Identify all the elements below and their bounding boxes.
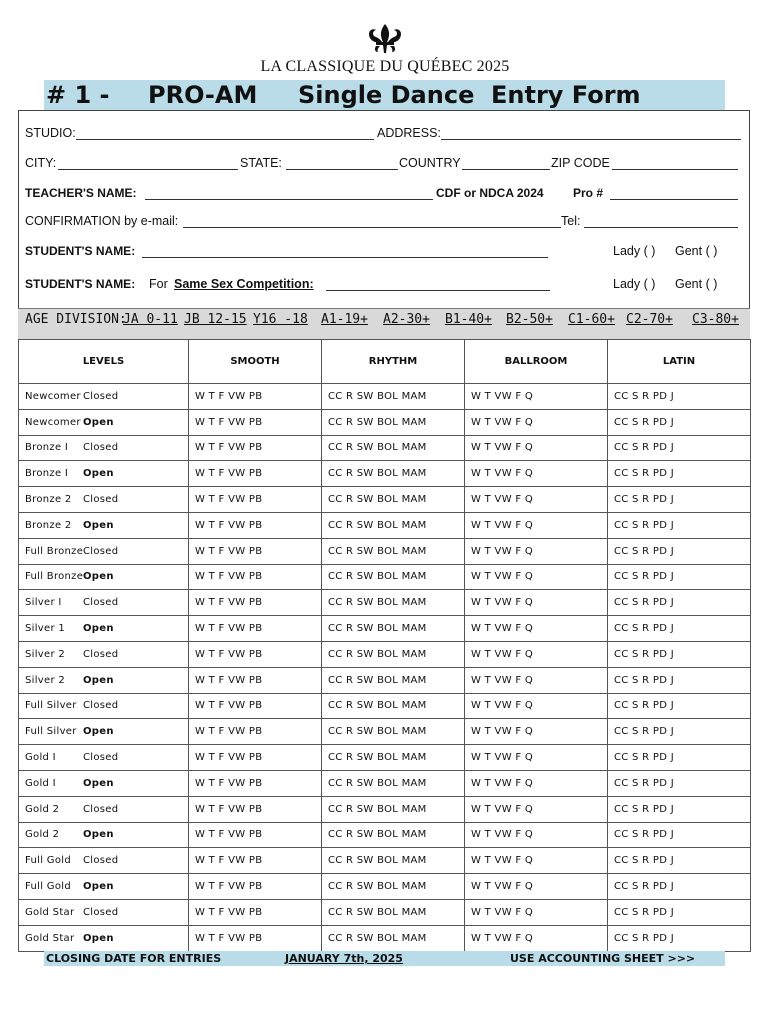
level-type: Closed xyxy=(83,648,119,660)
level-cell xyxy=(19,693,189,719)
lady-checkbox[interactable]: Lady ( ) xyxy=(613,244,656,258)
table-row xyxy=(19,848,751,874)
form-title-bar xyxy=(44,80,725,110)
table-row xyxy=(19,435,751,461)
same-sex-student-field[interactable] xyxy=(326,290,550,291)
age-option[interactable]: Y16 -18 xyxy=(253,312,308,327)
table-row xyxy=(19,770,751,796)
rhythm-dances-cell[interactable]: CC R SW BOL MAM xyxy=(322,616,465,642)
state-label: STATE: xyxy=(240,156,282,170)
rhythm-dances-cell[interactable]: CC R SW BOL MAM xyxy=(322,461,465,487)
header-rhythm: RHYTHM xyxy=(322,340,465,384)
level-type: Open xyxy=(83,726,114,738)
level-name: Full Bronze xyxy=(25,571,84,583)
level-type: Closed xyxy=(83,855,119,867)
header-levels: LEVELS xyxy=(19,340,189,384)
city-field[interactable] xyxy=(58,169,238,170)
level-type: Open xyxy=(83,674,114,686)
ballroom-dances-cell[interactable]: W T VW F Q xyxy=(465,874,608,900)
rhythm-dances-cell[interactable]: CC R SW BOL MAM xyxy=(322,435,465,461)
level-name: Silver 2 xyxy=(25,674,66,686)
latin-dances-cell[interactable]: CC S R PD J xyxy=(608,719,751,745)
smooth-dances-cell[interactable]: W T F VW PB xyxy=(189,925,322,951)
level-cell xyxy=(19,822,189,848)
smooth-dances-cell[interactable]: W T F VW PB xyxy=(189,693,322,719)
ballroom-dances-cell[interactable]: W T VW F Q xyxy=(465,538,608,564)
table-row xyxy=(19,409,751,435)
tel-field[interactable] xyxy=(584,227,738,228)
event-title: LA CLASSIQUE DU QUÉBEC 2025 xyxy=(260,58,510,75)
smooth-dances-cell[interactable]: W T F VW PB xyxy=(189,384,322,410)
rhythm-dances-cell[interactable]: CC R SW BOL MAM xyxy=(322,564,465,590)
ballroom-dances-cell[interactable]: W T VW F Q xyxy=(465,770,608,796)
level-type: Closed xyxy=(83,597,119,609)
ballroom-dances-cell[interactable]: W T VW F Q xyxy=(465,822,608,848)
level-name: Gold 2 xyxy=(25,803,60,815)
rhythm-dances-cell[interactable]: CC R SW BOL MAM xyxy=(322,745,465,771)
level-name: Full Bronze xyxy=(25,545,84,557)
gent-checkbox-2[interactable]: Gent ( ) xyxy=(675,277,718,291)
ballroom-dances-cell[interactable]: W T VW F Q xyxy=(465,641,608,667)
rhythm-dances-cell[interactable]: CC R SW BOL MAM xyxy=(322,384,465,410)
rhythm-dances-cell[interactable]: CC R SW BOL MAM xyxy=(322,693,465,719)
ballroom-dances-cell[interactable]: W T VW F Q xyxy=(465,409,608,435)
ballroom-dances-cell[interactable]: W T VW F Q xyxy=(465,564,608,590)
closing-label: CLOSING DATE FOR ENTRIES xyxy=(46,952,222,965)
level-cell xyxy=(19,848,189,874)
rhythm-dances-cell[interactable]: CC R SW BOL MAM xyxy=(322,874,465,900)
ballroom-dances-cell[interactable]: W T VW F Q xyxy=(465,616,608,642)
latin-dances-cell[interactable]: CC S R PD J xyxy=(608,384,751,410)
latin-dances-cell[interactable]: CC S R PD J xyxy=(608,745,751,771)
student-same-sex-label: STUDENT'S NAME: xyxy=(25,277,136,291)
table-row xyxy=(19,564,751,590)
table-row xyxy=(19,693,751,719)
level-cell xyxy=(19,435,189,461)
city-label: CITY: xyxy=(25,156,57,170)
level-cell xyxy=(19,487,189,513)
header-latin: LATIN xyxy=(608,340,751,384)
latin-dances-cell[interactable]: CC S R PD J xyxy=(608,796,751,822)
for-text: For xyxy=(149,277,168,291)
levels-table xyxy=(18,339,751,952)
ballroom-dances-cell[interactable]: W T VW F Q xyxy=(465,925,608,951)
pro-number-field[interactable] xyxy=(610,199,738,200)
rhythm-dances-cell[interactable]: CC R SW BOL MAM xyxy=(322,538,465,564)
latin-dances-cell[interactable]: CC S R PD J xyxy=(608,641,751,667)
gent-checkbox[interactable]: Gent ( ) xyxy=(675,244,718,258)
rhythm-dances-cell[interactable]: CC R SW BOL MAM xyxy=(322,409,465,435)
age-option[interactable]: A2-30+ xyxy=(383,312,430,327)
accounting-note: USE ACCOUNTING SHEET >>> xyxy=(510,952,696,965)
studio-label: STUDIO: xyxy=(25,126,76,140)
level-type: Closed xyxy=(83,752,119,764)
level-name: Bronze I xyxy=(25,468,69,480)
ballroom-dances-cell[interactable]: W T VW F Q xyxy=(465,590,608,616)
latin-dances-cell[interactable]: CC S R PD J xyxy=(608,512,751,538)
dance-type: Single Dance xyxy=(298,81,475,109)
tel-label: Tel: xyxy=(561,214,581,228)
level-cell xyxy=(19,667,189,693)
smooth-dances-cell[interactable]: W T F VW PB xyxy=(189,796,322,822)
age-option[interactable]: A1-19+ xyxy=(321,312,368,327)
student-label: STUDENT'S NAME: xyxy=(25,244,136,258)
latin-dances-cell[interactable]: CC S R PD J xyxy=(608,435,751,461)
level-cell xyxy=(19,899,189,925)
smooth-dances-cell[interactable]: W T F VW PB xyxy=(189,770,322,796)
teacher-field[interactable] xyxy=(145,199,433,200)
latin-dances-cell[interactable]: CC S R PD J xyxy=(608,616,751,642)
latin-dances-cell[interactable]: CC S R PD J xyxy=(608,822,751,848)
country-field[interactable] xyxy=(462,169,550,170)
age-option[interactable]: C3-80+ xyxy=(692,312,739,327)
fleur-de-lis-icon xyxy=(363,22,407,56)
ballroom-dances-cell[interactable]: W T VW F Q xyxy=(465,667,608,693)
form-number: # 1 - xyxy=(46,81,110,109)
state-field[interactable] xyxy=(286,169,398,170)
level-name: Gold Star xyxy=(25,932,75,944)
age-option[interactable]: JB 12-15 xyxy=(184,312,247,327)
level-type: Open xyxy=(83,881,114,893)
latin-dances-cell[interactable]: CC S R PD J xyxy=(608,925,751,951)
teacher-label: TEACHER'S NAME: xyxy=(25,186,137,200)
rhythm-dances-cell[interactable]: CC R SW BOL MAM xyxy=(322,719,465,745)
smooth-dances-cell[interactable]: W T F VW PB xyxy=(189,487,322,513)
level-name: Bronze 2 xyxy=(25,494,72,506)
rhythm-dances-cell[interactable]: CC R SW BOL MAM xyxy=(322,590,465,616)
smooth-dances-cell[interactable]: W T F VW PB xyxy=(189,745,322,771)
level-cell xyxy=(19,874,189,900)
table-row xyxy=(19,899,751,925)
level-name: Silver I xyxy=(25,597,62,609)
level-name: Gold I xyxy=(25,752,56,764)
level-name: Bronze I xyxy=(25,442,69,454)
ballroom-dances-cell[interactable]: W T VW F Q xyxy=(465,745,608,771)
age-option[interactable]: B1-40+ xyxy=(445,312,492,327)
level-cell xyxy=(19,564,189,590)
latin-dances-cell[interactable]: CC S R PD J xyxy=(608,848,751,874)
level-type: Closed xyxy=(83,494,119,506)
age-option[interactable]: C1-60+ xyxy=(568,312,615,327)
level-name: Full Silver xyxy=(25,700,77,712)
level-name: Gold Star xyxy=(25,906,75,918)
latin-dances-cell[interactable]: CC S R PD J xyxy=(608,461,751,487)
level-name: Gold I xyxy=(25,777,56,789)
latin-dances-cell[interactable]: CC S R PD J xyxy=(608,564,751,590)
level-name: Full Gold xyxy=(25,855,71,867)
table-row xyxy=(19,667,751,693)
rhythm-dances-cell[interactable]: CC R SW BOL MAM xyxy=(322,848,465,874)
level-cell xyxy=(19,590,189,616)
header-smooth: SMOOTH xyxy=(189,340,322,384)
level-type: Open xyxy=(83,416,114,428)
table-row xyxy=(19,874,751,900)
smooth-dances-cell[interactable]: W T F VW PB xyxy=(189,874,322,900)
level-cell xyxy=(19,719,189,745)
lady-checkbox-2[interactable]: Lady ( ) xyxy=(613,277,656,291)
level-cell xyxy=(19,770,189,796)
smooth-dances-cell[interactable]: W T F VW PB xyxy=(189,435,322,461)
level-type: Open xyxy=(83,519,114,531)
table-row xyxy=(19,822,751,848)
ballroom-dances-cell[interactable]: W T VW F Q xyxy=(465,693,608,719)
level-cell xyxy=(19,641,189,667)
table-row xyxy=(19,925,751,951)
level-type: Closed xyxy=(83,700,119,712)
table-row xyxy=(19,461,751,487)
zip-field[interactable] xyxy=(612,169,738,170)
level-cell xyxy=(19,461,189,487)
age-option[interactable]: JA 0-11 xyxy=(123,312,178,327)
email-field[interactable] xyxy=(183,227,561,228)
smooth-dances-cell[interactable]: W T F VW PB xyxy=(189,667,322,693)
level-type: Closed xyxy=(83,545,119,557)
table-row xyxy=(19,538,751,564)
level-type: Closed xyxy=(83,442,119,454)
level-type: Open xyxy=(83,571,114,583)
ballroom-dances-cell[interactable]: W T VW F Q xyxy=(465,899,608,925)
country-label: COUNTRY xyxy=(399,156,461,170)
table-row xyxy=(19,512,751,538)
table-row xyxy=(19,719,751,745)
age-division-label: AGE DIVISION: xyxy=(25,312,127,327)
smooth-dances-cell[interactable]: W T F VW PB xyxy=(189,822,322,848)
table-row xyxy=(19,796,751,822)
level-cell xyxy=(19,409,189,435)
age-division-row xyxy=(18,308,750,339)
level-type: Open xyxy=(83,468,114,480)
zip-label: ZIP CODE xyxy=(551,156,610,170)
level-name: Full Silver xyxy=(25,726,77,738)
address-label: ADDRESS: xyxy=(377,126,441,140)
smooth-dances-cell[interactable]: W T F VW PB xyxy=(189,512,322,538)
ballroom-dances-cell[interactable]: W T VW F Q xyxy=(465,719,608,745)
rhythm-dances-cell[interactable]: CC R SW BOL MAM xyxy=(322,899,465,925)
rhythm-dances-cell[interactable]: CC R SW BOL MAM xyxy=(322,667,465,693)
table-row xyxy=(19,487,751,513)
table-row xyxy=(19,641,751,667)
level-name: Silver 2 xyxy=(25,648,66,660)
address-field[interactable] xyxy=(441,139,741,140)
smooth-dances-cell[interactable]: W T F VW PB xyxy=(189,899,322,925)
level-name: Newcomer xyxy=(25,416,81,428)
level-cell xyxy=(19,925,189,951)
age-option[interactable]: B2-50+ xyxy=(506,312,553,327)
level-cell xyxy=(19,512,189,538)
ballroom-dances-cell[interactable]: W T VW F Q xyxy=(465,512,608,538)
table-row xyxy=(19,590,751,616)
smooth-dances-cell[interactable]: W T F VW PB xyxy=(189,409,322,435)
level-type: Closed xyxy=(83,803,119,815)
smooth-dances-cell[interactable]: W T F VW PB xyxy=(189,848,322,874)
level-cell xyxy=(19,745,189,771)
closing-date: JANUARY 7th, 2025 xyxy=(285,952,403,965)
smooth-dances-cell[interactable]: W T F VW PB xyxy=(189,538,322,564)
latin-dances-cell[interactable]: CC S R PD J xyxy=(608,590,751,616)
pro-label: Pro # xyxy=(573,186,604,200)
header-ballroom: BALLROOM xyxy=(465,340,608,384)
table-row xyxy=(19,384,751,410)
footer-bar xyxy=(44,951,725,966)
smooth-dances-cell[interactable]: W T F VW PB xyxy=(189,461,322,487)
latin-dances-cell[interactable]: CC S R PD J xyxy=(608,667,751,693)
level-type: Closed xyxy=(83,906,119,918)
confirmation-label: CONFIRMATION by e-mail: xyxy=(25,214,179,228)
smooth-dances-cell[interactable]: W T F VW PB xyxy=(189,564,322,590)
level-type: Closed xyxy=(83,390,119,402)
rhythm-dances-cell[interactable]: CC R SW BOL MAM xyxy=(322,822,465,848)
latin-dances-cell[interactable]: CC S R PD J xyxy=(608,899,751,925)
ballroom-dances-cell[interactable]: W T VW F Q xyxy=(465,796,608,822)
latin-dances-cell[interactable]: CC S R PD J xyxy=(608,693,751,719)
smooth-dances-cell[interactable]: W T F VW PB xyxy=(189,719,322,745)
studio-field[interactable] xyxy=(76,139,374,140)
smooth-dances-cell[interactable]: W T F VW PB xyxy=(189,641,322,667)
ballroom-dances-cell[interactable]: W T VW F Q xyxy=(465,848,608,874)
rhythm-dances-cell[interactable]: CC R SW BOL MAM xyxy=(322,487,465,513)
ballroom-dances-cell[interactable]: W T VW F Q xyxy=(465,384,608,410)
ballroom-dances-cell[interactable]: W T VW F Q xyxy=(465,435,608,461)
smooth-dances-cell[interactable]: W T F VW PB xyxy=(189,616,322,642)
level-cell xyxy=(19,616,189,642)
level-cell xyxy=(19,384,189,410)
latin-dances-cell[interactable]: CC S R PD J xyxy=(608,487,751,513)
table-row xyxy=(19,616,751,642)
level-name: Newcomer xyxy=(25,390,81,402)
cdf-label: CDF or NDCA 2024 xyxy=(436,186,544,200)
form-type: PRO-AM xyxy=(148,81,258,109)
level-name: Silver 1 xyxy=(25,623,66,635)
level-type: Open xyxy=(83,932,114,944)
level-name: Gold 2 xyxy=(25,829,60,841)
level-cell xyxy=(19,796,189,822)
level-type: Open xyxy=(83,829,114,841)
table-row xyxy=(19,745,751,771)
student-field[interactable] xyxy=(142,257,548,258)
rhythm-dances-cell[interactable]: CC R SW BOL MAM xyxy=(322,925,465,951)
same-sex-label: Same Sex Competition: xyxy=(174,277,314,291)
level-type: Open xyxy=(83,777,114,789)
age-option[interactable]: C2-70+ xyxy=(626,312,673,327)
rhythm-dances-cell[interactable]: CC R SW BOL MAM xyxy=(322,641,465,667)
form-name: Entry Form xyxy=(491,81,641,109)
level-cell xyxy=(19,538,189,564)
latin-dances-cell[interactable]: CC S R PD J xyxy=(608,770,751,796)
level-name: Full Gold xyxy=(25,881,71,893)
latin-dances-cell[interactable]: CC S R PD J xyxy=(608,409,751,435)
smooth-dances-cell[interactable]: W T F VW PB xyxy=(189,590,322,616)
rhythm-dances-cell[interactable]: CC R SW BOL MAM xyxy=(322,770,465,796)
ballroom-dances-cell[interactable]: W T VW F Q xyxy=(465,487,608,513)
rhythm-dances-cell[interactable]: CC R SW BOL MAM xyxy=(322,512,465,538)
latin-dances-cell[interactable]: CC S R PD J xyxy=(608,874,751,900)
level-type: Open xyxy=(83,623,114,635)
table-header-row xyxy=(19,340,751,384)
rhythm-dances-cell[interactable]: CC R SW BOL MAM xyxy=(322,796,465,822)
latin-dances-cell[interactable]: CC S R PD J xyxy=(608,538,751,564)
level-name: Bronze 2 xyxy=(25,519,72,531)
ballroom-dances-cell[interactable]: W T VW F Q xyxy=(465,461,608,487)
